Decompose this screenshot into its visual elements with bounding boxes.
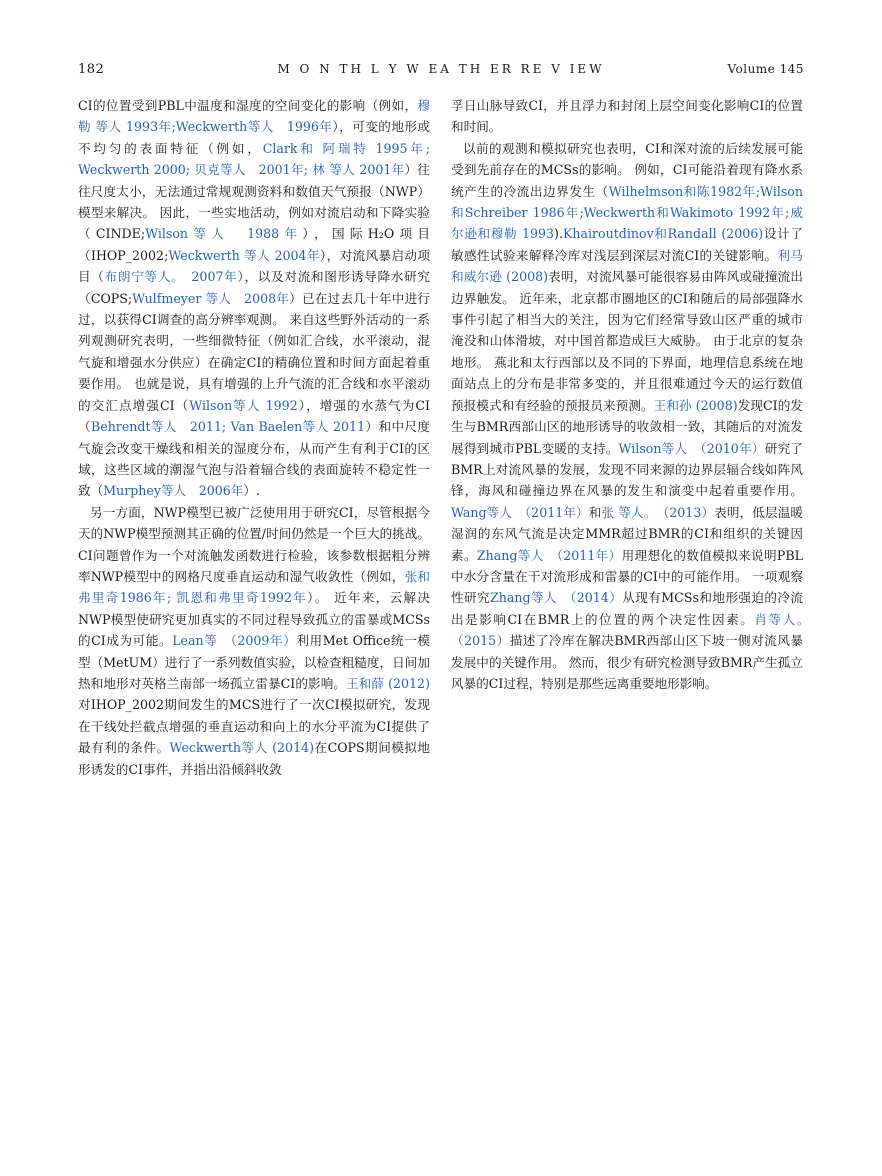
body-text: 利用Met Office统一模型（MetUM）进行了一系列数值实验，以检查粗糙度，日间加热和地形对英格兰南部一场孤立雷暴CI的影响。 (78, 633, 430, 691)
citation-link[interactable]: Behrendt等人 2011; Van Baelen等人 2011 (90, 419, 366, 435)
citation-link[interactable]: Weckwerth 等人 2004年 (168, 247, 320, 263)
body-text: 设计了敏感性试验来解释冷库对浅层到深层对流CI的关键影响。 (451, 226, 803, 263)
body-text: 另一方面，NWP模型已被广泛使用用于研究CI，尽管根据今天的NWP模型预测其正确的位置/时间仍然是一个巨大的挑战。CI问题曾作为一个对流触发函数进行检验，该参数根据粗分辨率NWP模型中的网格尺度垂直运动和湿气收敛性（例如， (78, 504, 430, 584)
left-paragraph-2 (78, 502, 430, 780)
body-text: 从现有MCSs和地形强迫的冷流出是影响CI在BMR上的位置的两个决定性因素。 (451, 590, 804, 627)
body-text: ），增强的水蒸气为CI（ (78, 397, 430, 435)
body-text: 用理想化的数值模拟来说明PBL中水分含量在干对流形成和雷暴的CI中的可能作用。 一项观察性研究 (451, 547, 803, 606)
citation-link[interactable]: Khairoutdinov和Randall (2006) (562, 226, 764, 242)
citation-link[interactable]: Wulfmeyer 等人 2008年 (132, 290, 290, 306)
citation-link[interactable]: Wilhelmson和陈1982年;Wilson和Schreiber 1986年;Weckwerth和Wakimoto 1992年;威尔逊和穆勒 1993 (451, 183, 804, 242)
citation-link[interactable]: Murphey等人 2006年 (103, 483, 244, 499)
citation-link[interactable]: 利马和威尔逊 (2008) (451, 247, 803, 285)
citation-link[interactable]: Wang等人 （2011年） (451, 504, 589, 520)
citation-link[interactable]: Wilson等人 1992 (189, 397, 298, 413)
body-text: ）和中尺度气旋会改变干燥线和相关的湿度分布，从而产生有利于CI的区域，这些区域的潮湿气泡与沿着辐合线的表面旋转不稳定性一致（ (78, 419, 431, 499)
body-text: 发现CI的发生与BMR西部山区的地形诱导的收敛相一致，其随后的对流发展得到城市PBL变暖的支持。 (451, 397, 803, 456)
body-text: 和 (588, 504, 602, 520)
body-text: 描述了冷库在解决BMR西部山区下坡一侧对流风暴发展中的关键作用。 然而，很少有研究检测导致BMR产生孤立风暴的CI过程，特别是那些远离重要地形影响。 (451, 633, 803, 691)
citation-link[interactable]: 张和弗里奇1986年; 凯恩和弗里奇1992年 (78, 568, 431, 606)
citation-link[interactable]: Lean等 （2009年） (172, 633, 297, 649)
body-text: CI的位置受到PBL中温度和湿度的空间变化的影响（例如， (78, 98, 418, 113)
citation-link[interactable]: 张 等人。 （2013） (601, 504, 715, 520)
citation-link[interactable]: Clark和 阿瑞特 1995年; Weckwerth 2000; 贝克等人 2001年; 林 等人 2001年 (78, 140, 431, 178)
citation-link[interactable]: 王和薛 (2012) (346, 675, 430, 691)
body-text: ）已在过去几十年中进行过，以获得CI调查的高分辨率观测。 来自这些野外活动的一系列观测研究表明，一些细微特征（例如汇合线，水平滚动，混气旋和增强水分供应）在确定CI的精确位置和时间方面起着重要作用。 也就是说，具有增强的上升气流的汇合线和水平滚动的交汇点增强CI（ (78, 290, 431, 413)
journal-title: M O N TH L Y W EA TH ER RE V IEW (277, 62, 605, 76)
right-column (451, 95, 816, 694)
citation-link[interactable]: 穆勒 等人 1993年;Weckwerth等人 1996年 (78, 98, 430, 135)
body-text: 研究了BMR上对流风暴的发展，发现不同来源的边界层辐合线如阵风锋，海风和碰撞边界在风暴的发生和演变中起着重要作用。 (451, 440, 804, 499)
left-paragraph-1 (78, 95, 430, 502)
body-text: ），对流风暴启动项目（ (78, 247, 430, 285)
volume-label: Volume 145 (727, 62, 804, 76)
page-number: 182 (78, 62, 105, 77)
right-paragraph-1 (451, 95, 803, 138)
citation-link[interactable]: Zhang等人 （2011年） (476, 547, 622, 563)
body-text: ），以及对流和图形诱导降水研究（COPS; (78, 269, 430, 306)
citation-link[interactable]: Wilson等人 1988年 (145, 226, 303, 242)
body-text: ），可变的地形或不均匀的表面特征（例如， (78, 119, 430, 156)
body-text: 对IHOP_2002期间发生的MCS进行了一次CI模拟研究，发现在干线处拦截点增强的垂直运动和向上的水分平流为CI提供了最有利的条件。 (78, 697, 430, 756)
body-text: 孚日山脉导致CI，并且浮力和封闭上层空间变化影响CI的位置和时间。 (451, 98, 803, 135)
body-text: 以前的观测和模拟研究也表明，CI和深对流的后续发展可能受到先前存在的MCSs的影响。 例如，CI可能沿着现有降水系统产生的冷流出边界发生（ (451, 140, 803, 199)
right-paragraph-2 (451, 138, 816, 695)
citation-link[interactable]: 王和孙 (2008) (653, 397, 738, 413)
body-text: ）往往尺度太小，无法通过常规观测资料和数值天气预报（NWP）模型来解决。 因此，一些实地活动，例如对流启动和下降实验（CINDE; (78, 162, 430, 242)
body-text: 表明，低层温暖湿润的东风气流是决定MMR超过BMR的CI和组织的关键因素。 (451, 504, 804, 563)
citation-link[interactable]: Wilson等人 （2010年） (618, 440, 765, 456)
body-text: 在COPS期间模拟地形诱发的CI事件，并指出沿倾斜收敛 (78, 740, 431, 777)
citation-link[interactable]: Weckwerth等人 (2014) (169, 740, 315, 756)
citation-link[interactable]: 肖等人。 （2015） (451, 611, 816, 649)
left-column (78, 95, 430, 780)
body-text: ）. (243, 483, 260, 499)
body-text: ），国际H₂O项目（IHOP_2002; (78, 226, 431, 263)
body-text: ). (554, 226, 563, 242)
citation-link[interactable]: 布朗宁等人。 2007年 (104, 269, 238, 285)
citation-link[interactable]: Zhang等人 （2014） (490, 590, 623, 606)
body-text: 表明，对流风暴可能很容易由阵风或碰撞流出边界触发。 近年来，北京都市圈地区的CI和随后的局部强降水事件引起了相当大的关注，因为它们经常导致山区严重的城市淹没和山体滑坡，对中国首都造成巨大威胁。 由于北京的复杂地形。 燕北和太行西部以及不同的下界面，地理信息系统在地面站点上的分布是非常多变的，并且很难通过今天的运行数值预报模式和有经验的预报员来预测。 (451, 269, 803, 413)
body-text: ）。 近年来，云解决NWP模型使研究更加真实的不同过程导致孤立的雷暴或MCSs的CI成为可能。 (78, 590, 430, 649)
